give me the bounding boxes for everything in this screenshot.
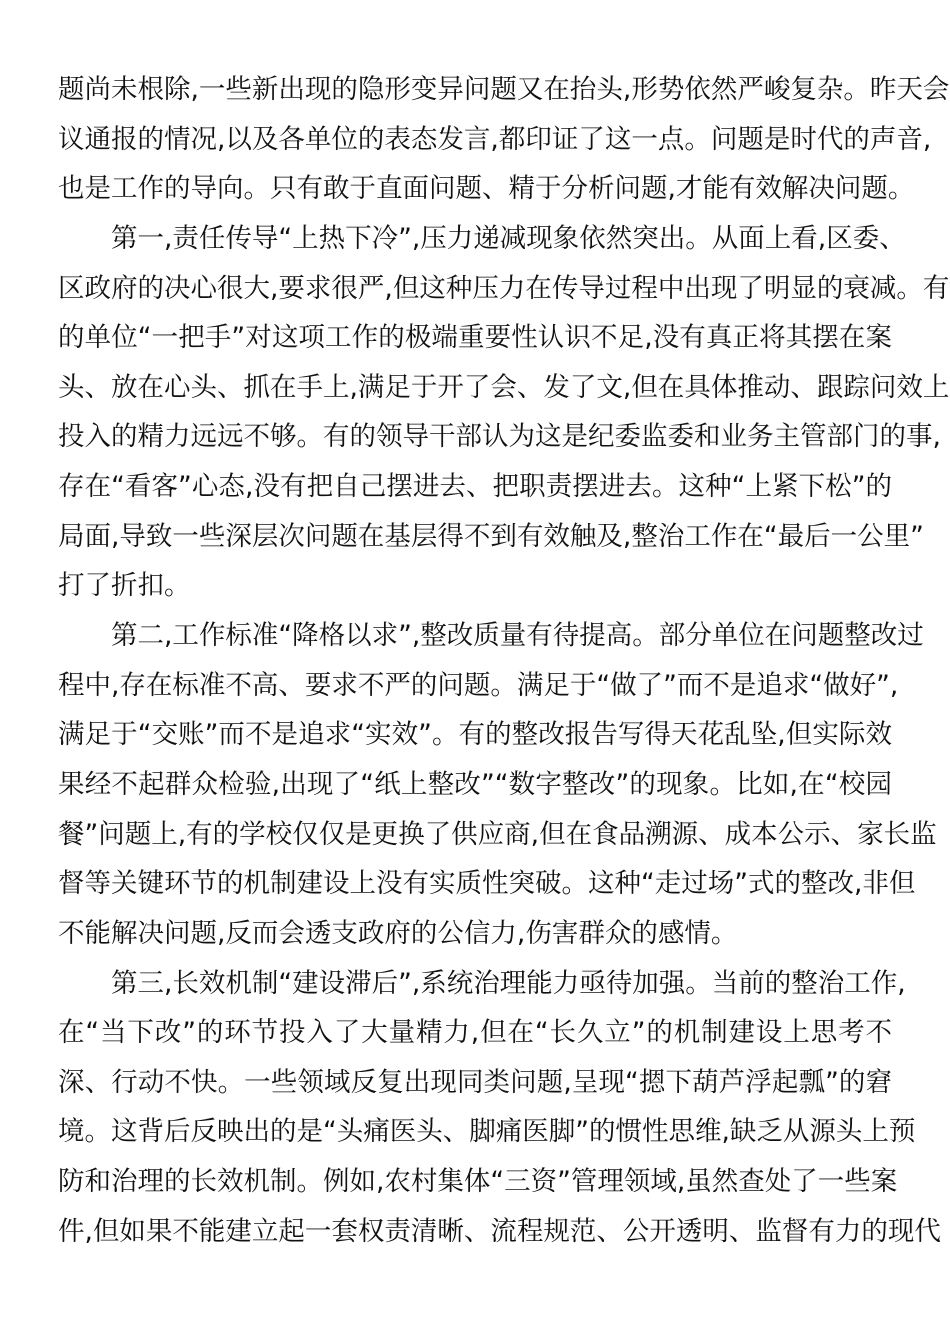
text-line: 程中,存在标准不高、要求不严的问题。满足于“做了”而不是追求“做好”,: [58, 669, 899, 701]
text-line: 餐”问题上,有的学校仅仅是更换了供应商,但在食品溯源、成本公示、家长监: [58, 818, 937, 850]
text-line: 第三,长效机制“建设滞后”,系统治理能力亟待加强。当前的整治工作,: [111, 967, 906, 999]
text-line: 局面,导致一些深层次问题在基层得不到有效触及,整治工作在“最后一公里”: [58, 520, 924, 552]
text-line: 在“当下改”的环节投入了大量精力,但在“长久立”的机制建设上思考不: [58, 1017, 892, 1049]
text-line: 的单位“一把手”对这项工作的极端重要性认识不足,没有真正将其摆在案: [58, 322, 892, 354]
text-line: 投入的精力远远不够。有的领导干部认为这是纪委监委和业务主管部门的事,: [58, 421, 941, 453]
text-line: 第二,工作标准“降格以求”,整改质量有待提高。部分单位在问题整改过: [111, 620, 924, 652]
paragraph-first-point: [58, 214, 950, 611]
text-line: 深、行动不快。一些领域反复出现同类问题,呈现“摁下葫芦浮起瓢”的窘: [58, 1066, 892, 1098]
text-line: 督等关键环节的机制建设上没有实质性突破。这种“走过场”式的整改,非但: [58, 868, 916, 900]
text-line: 果经不起群众检验,出现了“纸上整改”“数字整改”的现象。比如,在“校园: [58, 768, 892, 800]
text-line: 件,但如果不能建立起一套权责清晰、流程规范、公开透明、监督有力的现代: [58, 1215, 941, 1247]
text-line: 不能解决问题,反而会透支政府的公信力,伤害群众的感情。: [58, 917, 738, 949]
text-line: 议通报的情况,以及各单位的表态发言,都印证了这一点。问题是时代的声音,: [58, 123, 932, 155]
text-line: 题尚未根除,一些新出现的隐形变异问题又在抬头,形势依然严峻复杂。昨天会: [58, 74, 950, 105]
text-line: 也是工作的导向。只有敢于直面问题、精于分析问题,才能有效解决问题。: [58, 173, 915, 205]
paragraph-second-point: [58, 611, 937, 958]
text-line: 第一,责任传导“上热下冷”,压力递减现象依然突出。从面上看,区委、: [111, 222, 906, 254]
paragraph-third-point: [58, 959, 941, 1257]
text-line: 境。这背后反映出的是“头痛医头、脚痛医脚”的惯性思维,缺乏从源头上预: [58, 1116, 916, 1148]
text-line: 满足于“交账”而不是追求“实效”。有的整改报告写得天花乱坠,但实际效: [58, 719, 892, 751]
text-line: 头、放在心头、抓在手上,满足于开了会、发了文,但在具体推动、跟踪问效上: [58, 371, 950, 403]
document-page: [58, 65, 950, 1256]
text-line: 区政府的决心很大,要求很严,但这种压力在传导过程中出现了明显的衰减。有: [58, 272, 950, 304]
text-line: 存在“看客”心态,没有把自己摆进去、把职责摆进去。这种“上紧下松”的: [58, 471, 892, 503]
text-line: 打了折扣。: [58, 570, 191, 602]
text-line: 防和治理的长效机制。例如,农村集体“三资”管理领域,虽然查处了一些案: [58, 1166, 898, 1198]
paragraph-continuation: [58, 65, 950, 214]
